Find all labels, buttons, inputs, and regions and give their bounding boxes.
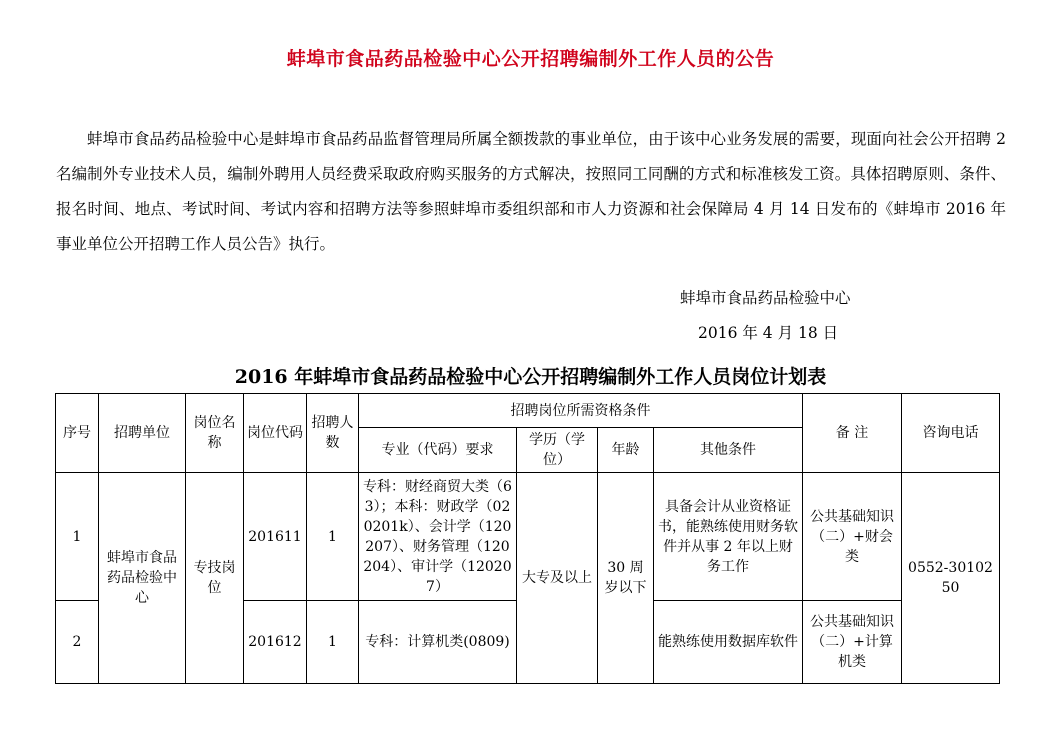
document-title: 蚌埠市食品药品检验中心公开招聘编制外工作人员的公告 <box>286 48 775 70</box>
header-row-top <box>56 394 1000 428</box>
row-seq: 2 <box>56 601 99 684</box>
header-phone: 咨询电话 <box>902 394 1000 473</box>
row-major: 专科：计算机类(0809) <box>359 601 517 684</box>
header-count: 招聘人数 <box>307 394 359 473</box>
header-post-code: 岗位代码 <box>244 394 307 473</box>
header-remark: 备 注 <box>803 394 902 473</box>
header-seq: 序号 <box>56 394 99 473</box>
row-count: 1 <box>307 473 359 601</box>
cell-education: 大专及以上 <box>517 473 598 684</box>
cell-phone: 0552-3010250 <box>902 473 1000 684</box>
header-other: 其他条件 <box>654 428 803 473</box>
row-remark: 公共基础知识（二）+计算机类 <box>803 601 902 684</box>
row-other: 具备会计从业资格证书，能熟练使用财务软件并从事 2 年以上财务工作 <box>654 473 803 601</box>
header-major: 专业（代码）要求 <box>359 428 517 473</box>
cell-post-name: 专技岗位 <box>186 473 244 684</box>
header-qualifications: 招聘岗位所需资格条件 <box>359 394 803 428</box>
row-count: 1 <box>307 601 359 684</box>
header-unit: 招聘单位 <box>99 394 186 473</box>
header-education: 学历（学位） <box>517 428 598 473</box>
cell-unit: 蚌埠市食品药品检验中心 <box>99 473 186 684</box>
row-seq: 1 <box>56 473 99 601</box>
signature-org: 蚌埠市食品药品检验中心 <box>680 289 851 307</box>
row-post-code: 201611 <box>244 473 307 601</box>
row-other: 能熟练使用数据库软件 <box>654 601 803 684</box>
cell-age: 30 周岁以下 <box>598 473 654 684</box>
header-post-name: 岗位名称 <box>186 394 244 473</box>
table-row <box>56 473 1000 601</box>
header-age: 年龄 <box>598 428 654 473</box>
announcement-paragraph: 蚌埠市食品药品检验中心是蚌埠市食品药品监督管理局所属全额拨款的事业单位，由于该中心业务发展的需要，现面向社会公开招聘 2 名编制外专业技术人员，编制外聘用人员经费采取政府购买服务的方式解决，按照同工同酬的方式和标准核发工资。具体招聘原则、条件、报名时间、地点、考试时间、考试内容和招聘方法等参照蚌埠市委组织部和市人力资源和社会保障局 4 月 14 日发布的《蚌埠市 2016 年事业单位公开招聘工作人员公告》执行。 <box>56 130 1006 253</box>
position-plan-table <box>55 393 1000 684</box>
row-major: 专科：财经商贸大类（63）；本科：财政学（020201k）、会计学（120207）、财务管理（120204）、审计学（120207） <box>359 473 517 601</box>
row-post-code: 201612 <box>244 601 307 684</box>
signature-date: 2016 年 4 月 18 日 <box>698 324 839 342</box>
row-remark: 公共基础知识（二）+财会类 <box>803 473 902 601</box>
announcement-body <box>56 122 1006 262</box>
table-title: 2016 年蚌埠市食品药品检验中心公开招聘编制外工作人员岗位计划表 <box>234 366 827 388</box>
